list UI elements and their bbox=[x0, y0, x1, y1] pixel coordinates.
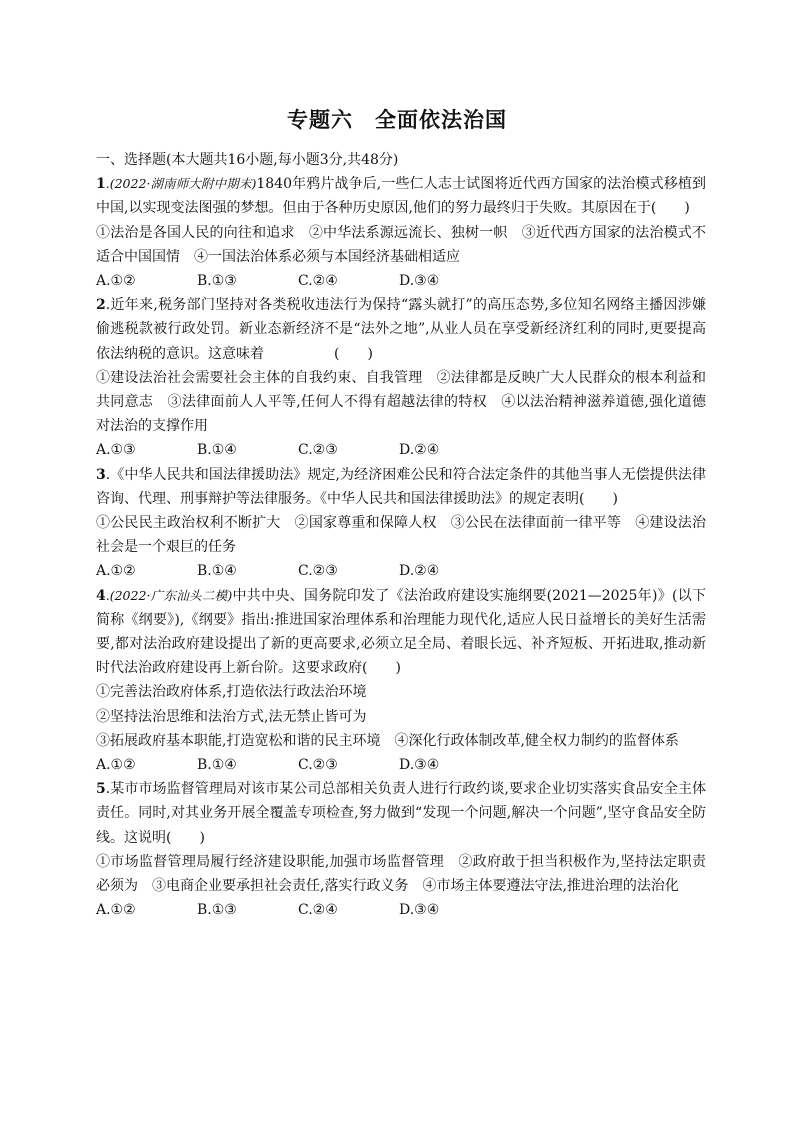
question-number: 3 bbox=[96, 466, 106, 483]
question-stem bbox=[96, 172, 706, 220]
question-stem bbox=[96, 777, 706, 850]
question-number: 1 bbox=[96, 176, 106, 193]
options bbox=[96, 269, 706, 293]
statements: ①市场监督管理局履行经济建设职能,加强市场监督管理 ②政府敢于担当积极作为,坚持法定职责必须为 ③电商企业要承担社会责任,落实行政义务 ④市场主体要遵法守法,推进治理的法治化 bbox=[96, 853, 706, 895]
option-a[interactable]: A.①③ bbox=[96, 442, 136, 459]
content bbox=[96, 148, 706, 923]
option-c[interactable]: C.②③ bbox=[298, 757, 338, 774]
question-source: . bbox=[105, 466, 111, 483]
question-4 bbox=[96, 584, 706, 778]
question-text: 近年来,税务部门坚持对各类税收违法行为保持“露头就打”的高压态势,多位知名网络主播因涉嫌偷逃税款被行政处罚。新业态新经济不是“法外之地”,从业人员在享受新经济红利的同时,更要提高依法纳税的意识。这意味着 ( ) bbox=[96, 297, 706, 362]
statements: ①公民民主政治权利不断扩大 ②国家尊重和保障人权 ③公民在法律面前一律平等 ④建设法治社会是一个艰巨的任务 bbox=[96, 515, 706, 556]
option-c[interactable]: C.②③ bbox=[298, 442, 338, 459]
option-b[interactable]: B.①④ bbox=[197, 757, 237, 774]
option-b[interactable]: B.①④ bbox=[197, 442, 237, 459]
question-number: 5 bbox=[96, 781, 106, 798]
section-heading: 一、选择题(本大题共16小题,每小题3分,共48分) bbox=[96, 152, 399, 168]
option-c[interactable]: C.②④ bbox=[298, 902, 338, 919]
question-source: .(2022·湖南师大附中期末) bbox=[105, 176, 257, 192]
question-source: . bbox=[105, 781, 111, 798]
question-number: 4 bbox=[96, 587, 106, 604]
question-stem bbox=[96, 293, 706, 366]
statements: ①建设法治社会需要社会主体的自我约束、自我管理 ②法律都是反映广大人民群众的根本利益和共同意志 ③法律面前人人平等,任何人不得有超越法律的特权 ④以法治精神滋养道德,强化道德对法治的支撑作用 bbox=[96, 369, 706, 435]
option-d[interactable]: D.③④ bbox=[399, 273, 440, 290]
question-stem bbox=[96, 584, 706, 681]
question-2 bbox=[96, 293, 706, 462]
option-c[interactable]: C.②④ bbox=[298, 273, 338, 290]
question-3 bbox=[96, 463, 706, 584]
options bbox=[96, 753, 706, 777]
option-b[interactable]: B.①③ bbox=[197, 902, 237, 919]
options bbox=[96, 438, 706, 462]
options bbox=[96, 898, 706, 922]
option-a[interactable]: A.①② bbox=[96, 902, 136, 919]
question-text: 中共中央、国务院印发了《法治政府建设实施纲要(2021—2025年)》(以下简称《纲要》),《纲要》指出:推进国家治理体系和治理能力现代化,适应人民日益增长的美好生活需要,都对法治政府建设提出了新的更高要求,必须立足全局、着眼长远、补齐短板、开拓进取,推动新时代法治政府建设再上新台阶。这要求政府( ) bbox=[96, 587, 706, 677]
option-b[interactable]: B.①③ bbox=[197, 273, 237, 290]
option-c[interactable]: C.②③ bbox=[298, 563, 338, 580]
question-1 bbox=[96, 172, 706, 293]
question-number: 2 bbox=[96, 297, 106, 314]
option-d[interactable]: D.②④ bbox=[399, 442, 440, 459]
option-a[interactable]: A.①② bbox=[96, 563, 136, 580]
question-source: .(2022·广东汕头二模) bbox=[105, 587, 233, 603]
option-a[interactable]: A.①② bbox=[96, 757, 136, 774]
option-d[interactable]: D.③④ bbox=[399, 757, 440, 774]
question-text: 《中华人民共和国法律援助法》规定,为经济困难公民和符合法定条件的其他当事人无偿提供法律咨询、代理、刑事辩护等法律服务。《中华人民共和国法律援助法》的规定表明( ) bbox=[96, 466, 706, 507]
options bbox=[96, 559, 706, 583]
page-title: 专题六 全面依法治国 bbox=[287, 108, 507, 132]
statements: ①法治是各国人民的向往和追求 ②中华法系源远流长、独树一帜 ③近代西方国家的法治模式不适合中国国情 ④一国法治体系必须与本国经济基础相适应 bbox=[96, 224, 706, 265]
option-d[interactable]: D.③④ bbox=[399, 902, 440, 919]
question-text: 1840年鸦片战争后,一些仁人志士试图将近代西方国家的法治模式移植到中国,以实现变法图强的梦想。但由于各种历史原因,他们的努力最终归于失败。其原因在于( ) bbox=[96, 176, 707, 217]
statement-line: ①完善法治政府体系,打造依法行政法治环境 bbox=[96, 684, 367, 701]
question-text: 某市市场监督管理局对该市某公司总部相关负责人进行行政约谈,要求企业切实落实食品安全主体责任。同时,对其业务开展全覆盖专项检查,努力做到“发现一个问题,解决一个问题”,坚守食品安全防线。这说明( ) bbox=[96, 781, 706, 846]
question-source: . bbox=[105, 297, 111, 314]
statement-line: ③拓展政府基本职能,打造宽松和谐的民主环境 ④深化行政体制改革,健全权力制约的监督体系 bbox=[96, 732, 679, 749]
option-a[interactable]: A.①② bbox=[96, 273, 136, 290]
question-5 bbox=[96, 777, 706, 922]
option-b[interactable]: B.①④ bbox=[197, 563, 237, 580]
option-d[interactable]: D.②④ bbox=[399, 563, 440, 580]
statement-line: ②坚持法治思维和法治方式,法无禁止皆可为 bbox=[96, 708, 367, 725]
question-stem bbox=[96, 463, 706, 511]
